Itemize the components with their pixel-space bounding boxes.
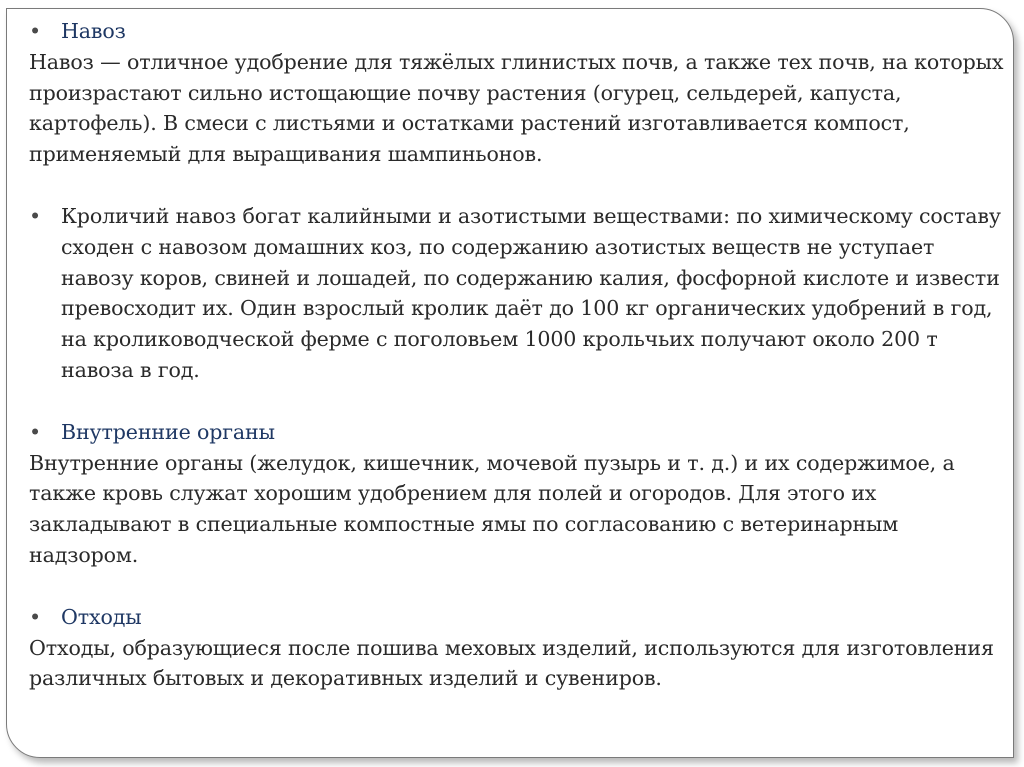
bullet-icon: • — [29, 19, 41, 43]
section-heading-waste — [29, 602, 1004, 633]
spacer — [29, 386, 1004, 417]
heading-text: Отходы — [61, 604, 142, 629]
section-heading-manure — [29, 16, 1004, 47]
paragraph-waste: Отходы, образующиеся после пошива меховых изделий, используются для изготовления различных бытовых и декоративных изделий и сувениров. — [29, 635, 994, 691]
bullet-icon: • — [29, 203, 41, 228]
bullet-text: Кроличий навоз богат калийными и азотистыми веществами: по химическому составу сходен с навозом домашних коз, по содержанию азотистых веществ не уступает навозу коров, свиней и лошадей, по содержанию калия, фосфорной кислоте и извести превосходит их. Один взрослый кролик даёт до 100 кг органических удобрений в год, на кролиководческой ферме с поголовьем 1000 крольчьих получают около 200 т навоза в год. — [61, 203, 1001, 382]
spacer — [29, 571, 1004, 602]
heading-text: Навоз — [61, 19, 126, 43]
spacer — [29, 170, 1004, 201]
bullet-paragraph-rabbit-manure — [29, 201, 1004, 386]
heading-text: Внутренние органы — [61, 419, 275, 444]
slide-content — [29, 16, 1004, 694]
paragraph-internal-organs: Внутренние органы (желудок, кишечник, мочевой пузырь и т. д.) и их содержимое, а также кровь служат хорошим удобрением для полей и огородов. Для этого их закладывают в специальные компостные ямы по согласованию с ветеринарным надзором. — [29, 450, 955, 567]
bullet-icon: • — [29, 604, 41, 629]
bullet-icon: • — [29, 419, 41, 444]
paragraph-manure: Навоз — отличное удобрение для тяжёлых глинистых почв, а также тех почв, на которых произрастают сильно истощающие почву растения (огурец, сельдерей, капуста, картофель). В смеси с листьями и остатками растений изготавливается компост, применяемый для выращивания шампиньонов. — [29, 49, 1004, 167]
section-heading-internal-organs — [29, 417, 1004, 448]
